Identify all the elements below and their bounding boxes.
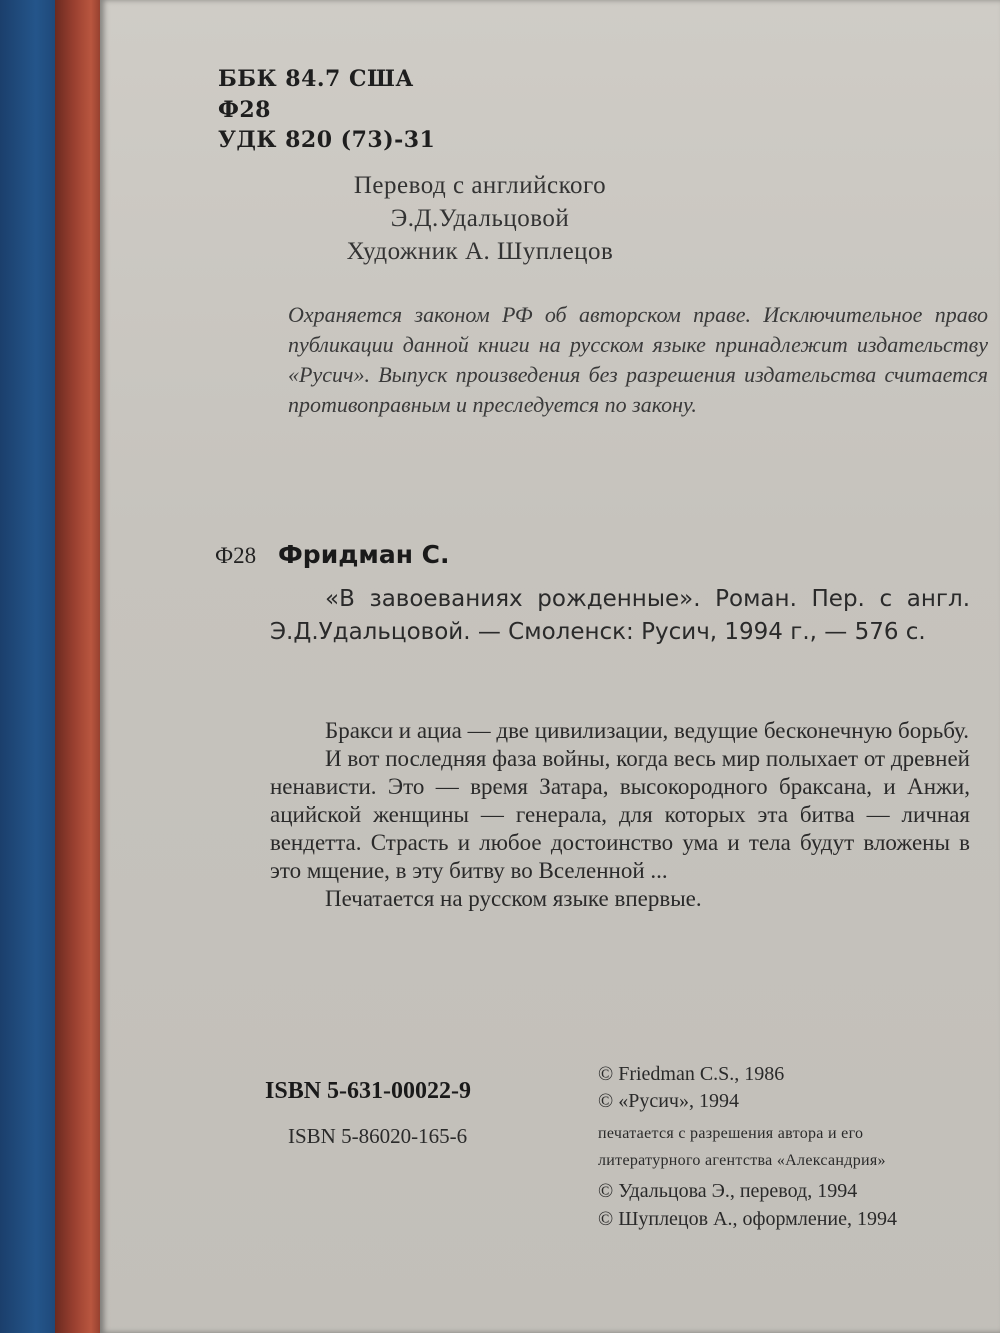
rights-line-3: печатается с разрешения автора и его — [598, 1125, 864, 1142]
annotation-paragraph-1: Бракси и ациа — две цивилизации, ведущие бесконечную борьбу. — [325, 718, 969, 743]
rights-line-1: © Friedman C.S., 1986 — [598, 1063, 785, 1085]
rights-line-2: © «Русич», 1994 — [598, 1090, 739, 1112]
annotation — [270, 717, 970, 913]
catalog-entry-text: «В завоеваниях рожденные». Роман. Пер. с англ. Э.Д.Удальцовой. — Смоленск: Русич, 1994 г., — 576 с. — [270, 586, 970, 645]
book-page — [100, 0, 1000, 1333]
catalog-entry — [270, 583, 970, 649]
rights-line-4: литературного агентства «Александрия» — [598, 1152, 886, 1169]
background-fabric — [0, 0, 60, 1333]
udk-code: УДК 820 (73)-31 — [218, 127, 436, 153]
rights-line-6: © Шуплецов А., оформление, 1994 — [598, 1208, 897, 1230]
translator-name: Э.Д.Удальцовой — [390, 205, 570, 232]
copyright-notice: Охраняется законом РФ об авторском праве. Исключительное право публикации данной книги на русском языке принадлежит издательству «Русич». Выпуск произведения без разрешения издательства считается противоправным и преследуется по закону. — [288, 302, 988, 417]
isbn-secondary: ISBN 5-86020-165-6 — [288, 1124, 468, 1148]
rights-line-5: © Удальцова Э., перевод, 1994 — [598, 1180, 858, 1202]
author-mark: Ф28 — [218, 97, 271, 123]
bbk-code: ББК 84.7 США — [218, 66, 414, 92]
annotation-paragraph-2: И вот последняя фаза войны, когда весь мир полыхает от древней ненависти. Это — время Затара, высокородного браксана, и Анжи, ацийской женщины — генерала, для которых эта битва — личная вендетта. Страсть и любое достоинство ума и тела будут вложены в это мщение, в эту битву во Вселенной ... — [270, 746, 970, 883]
annotation-paragraph-3: Печатается на русском языке впервые. — [325, 886, 702, 911]
translation-credit: Перевод с английского — [353, 172, 607, 199]
catalog-author: Фридман С. — [278, 540, 450, 569]
book-cover-edge — [55, 0, 103, 1333]
isbn-primary: ISBN 5-631-00022-9 — [265, 1078, 472, 1104]
catalog-code: Ф28 — [215, 543, 257, 568]
artist-credit: Художник А. Шуплецов — [346, 238, 614, 265]
